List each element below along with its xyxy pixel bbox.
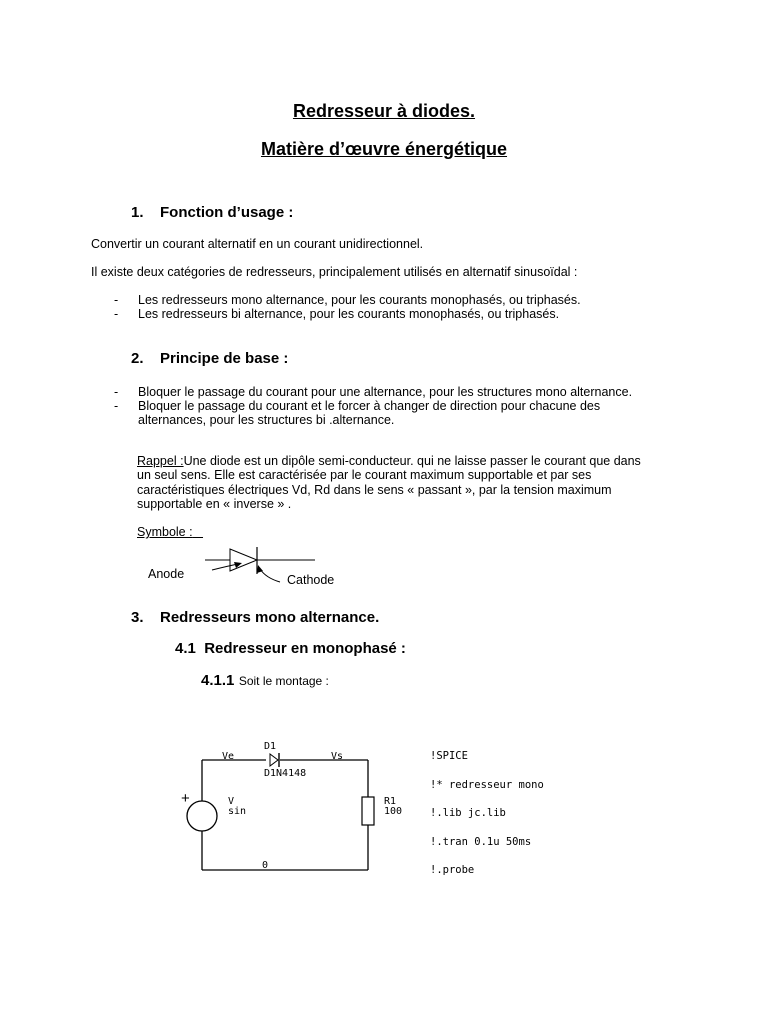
list-item: - Bloquer le passage du courant et le forcer à changer de direction pour chacune des bbox=[114, 399, 601, 413]
section-3-number: 3. bbox=[131, 609, 144, 626]
subsection-title: Redresseur en monophasé : bbox=[204, 640, 406, 657]
list-item: - Les redresseurs mono alternance, pour les courants monophasés, ou triphasés. bbox=[114, 293, 581, 307]
section-1-number: 1. bbox=[131, 204, 144, 221]
ground-label: 0 bbox=[262, 860, 269, 871]
list-item: - Les redresseurs bi alternance, pour les courants monophasés, ou triphasés. bbox=[114, 307, 560, 321]
subsubsection-number: 4.1.1 bbox=[201, 672, 235, 689]
section-2-heading bbox=[131, 350, 288, 367]
rappel-text: Une diode est un dipôle semi-conducteur. qui ne laisse passer le courant que dans bbox=[183, 454, 641, 468]
section-3-heading bbox=[131, 609, 379, 626]
rappel-label: Rappel : bbox=[137, 454, 184, 468]
rectifier-circuit bbox=[170, 735, 420, 880]
section-1-heading bbox=[131, 204, 293, 221]
list-item-text: Les redresseurs mono alternance, pour les courants monophasés, ou triphasés. bbox=[138, 293, 581, 307]
symbole-label-text: Symbole : bbox=[137, 525, 193, 539]
v-label: V bbox=[228, 796, 235, 807]
list-item-text: Bloquer le passage du courant pour une alternance, pour les structures mono alternance. bbox=[138, 385, 633, 399]
section-1-title: Fonction d’usage : bbox=[160, 204, 294, 221]
ve-label: Ve bbox=[222, 751, 235, 762]
spice-line: !SPICE bbox=[430, 750, 468, 762]
list-item: - Bloquer le passage du courant pour une alternance, pour les structures mono alternance. bbox=[114, 385, 633, 399]
list-item-text: Bloquer le passage du courant et le forcer à changer de direction pour chacune des bbox=[138, 399, 601, 413]
subsubsection-text: Soit le montage : bbox=[238, 674, 329, 688]
subsection-number: 4.1 bbox=[175, 640, 196, 657]
rappel-line-2: un seul sens. Elle est caractérisée par le courant maximum supportable et par ses bbox=[137, 468, 592, 482]
r1-value: 100 bbox=[384, 806, 403, 817]
cathode-label: Cathode bbox=[287, 573, 335, 587]
voltage-source bbox=[187, 801, 217, 831]
rappel-line-4: supportable en « inverse » . bbox=[137, 497, 292, 511]
resistor-r1 bbox=[362, 797, 374, 825]
anode-label: Anode bbox=[148, 567, 185, 581]
section-2-number: 2. bbox=[131, 350, 144, 367]
subsubsection-heading bbox=[201, 672, 329, 690]
vs-label: Vs bbox=[331, 751, 344, 762]
list-item-text: Les redresseurs bi alternance, pour les courants monophasés, ou triphasés. bbox=[138, 307, 560, 321]
d1-label: D1 bbox=[264, 741, 277, 752]
section-3-title: Redresseurs mono alternance. bbox=[160, 609, 380, 626]
document-title: Redresseur à diodes. bbox=[292, 101, 476, 121]
spice-line: !* redresseur mono bbox=[430, 778, 544, 791]
cathode-arrow bbox=[260, 569, 280, 582]
spice-line: !.tran 0.1u 50ms bbox=[430, 835, 532, 848]
section-1-paragraph-2: Il existe deux catégories de redresseurs, principalement utilisés en alternatif sinusoïdal : bbox=[91, 265, 578, 279]
d1-triangle bbox=[270, 754, 278, 766]
r1-label: R1 bbox=[384, 796, 397, 807]
rappel-line-1 bbox=[137, 454, 641, 468]
section-2-title: Principe de base : bbox=[160, 350, 289, 367]
rappel-line-3: caractéristiques électriques Vd, Rd dans le sens « passant », par la tension maximum bbox=[137, 483, 612, 497]
section-1-paragraph-1: Convertir un courant alternatif en un courant unidirectionnel. bbox=[91, 237, 424, 251]
spice-line: !.probe bbox=[430, 864, 475, 876]
plus-sign: + bbox=[181, 790, 190, 807]
symbole-label bbox=[137, 525, 203, 539]
d1-model-label: D1N4148 bbox=[264, 768, 307, 779]
document-subtitle: Matière d’œuvre énergétique bbox=[260, 139, 508, 159]
subsection-heading bbox=[175, 640, 406, 657]
spice-code bbox=[430, 733, 544, 885]
sin-label: sin bbox=[228, 806, 247, 817]
diode-triangle bbox=[230, 549, 257, 571]
spice-line: !.lib jc.lib bbox=[430, 807, 506, 819]
list-item-continuation: alternances, pour les structures bi .alternance. bbox=[138, 413, 395, 427]
